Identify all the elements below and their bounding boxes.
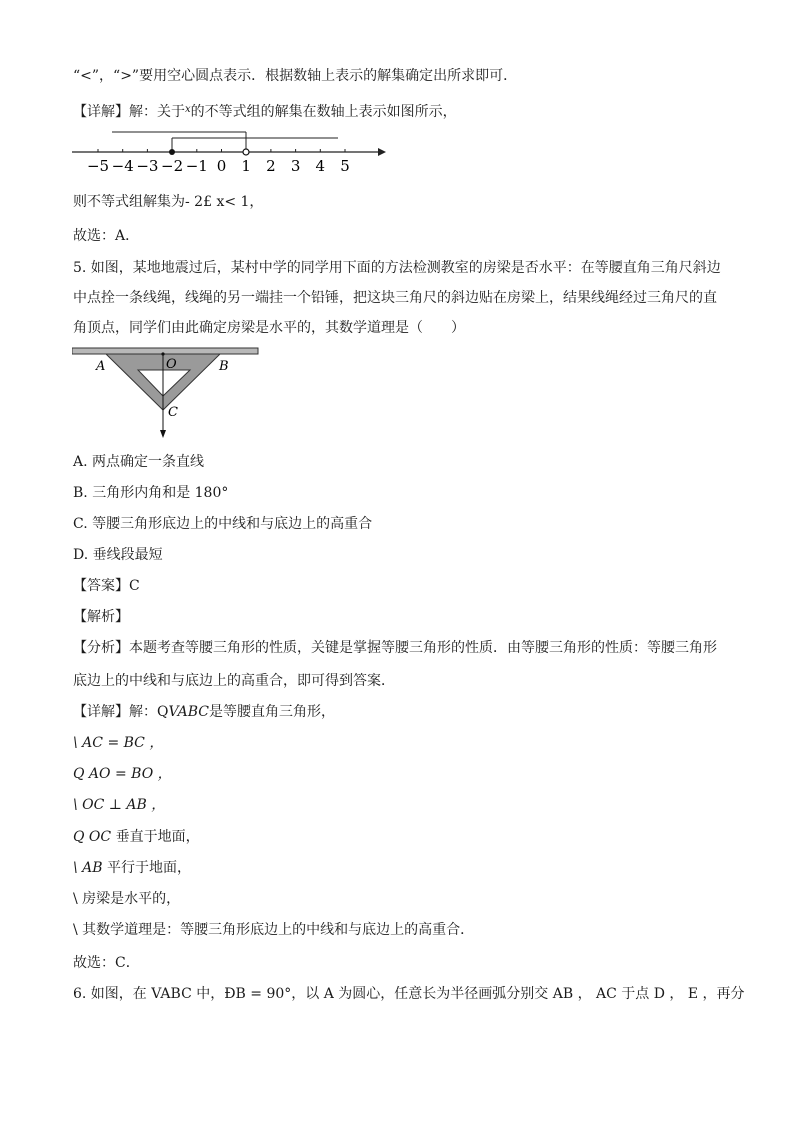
- option-b: B. 三角形内角和是 180°: [73, 485, 229, 501]
- detail-prefix: 【详解】解：关于: [73, 104, 185, 120]
- choice-line-2: 故选：C．: [73, 955, 140, 971]
- label-o: O: [166, 357, 177, 372]
- step-ao-bo: Q AO = BO ，: [73, 766, 172, 782]
- label-a: A: [96, 359, 106, 374]
- choice-line-1: 故选：A．: [73, 228, 140, 244]
- step-oc-vertical: [73, 827, 200, 847]
- step-ab-parallel-text: 平行于地面，: [102, 860, 192, 876]
- tick-label: 5: [340, 157, 350, 175]
- solution-set-line: 则不等式组解集为- 2£ x< 1，: [73, 194, 264, 210]
- tick-label: 2: [266, 157, 276, 175]
- axis-arrow: [378, 148, 386, 156]
- detail-solution-line: [73, 702, 335, 722]
- hollow-point: [243, 149, 249, 155]
- tick-label: −2: [161, 157, 184, 175]
- point-o-dot: [161, 352, 164, 355]
- tick-label: 3: [290, 157, 301, 175]
- tick-label: 4: [315, 157, 326, 175]
- tick-group: [87, 149, 350, 175]
- label-b: B: [219, 359, 229, 374]
- detail-suffix: 的不等式组的解集在数轴上表示如图所示，: [190, 104, 457, 120]
- tick-label: 0: [216, 157, 227, 175]
- tick-label: −1: [185, 157, 208, 175]
- step-ab-parallel: [73, 858, 191, 878]
- option-d: D. 垂线段最短: [73, 547, 163, 563]
- analysis-label: 【解析】: [73, 609, 129, 625]
- question-6-line-1: 6. 如图，在 VABC 中，ÐB = 90°，以 A 为圆心，任意长为半径画弧分别交 AB ， AC 于点 D ， E ，再分: [73, 986, 745, 1002]
- tick-label: −4: [111, 157, 134, 175]
- question-5-line-1: 5. 如图，某地地震过后，某村中学的同学用下面的方法检测教室的房梁是否水平：在等腰直角三角尺斜边: [73, 260, 721, 276]
- plumb-arrow: [160, 430, 166, 438]
- detail-line: [73, 100, 457, 122]
- option-c: C. 等腰三角形底边上的中线和与底边上的高重合: [73, 516, 373, 532]
- question-5-line-2: 中点拴一条线绳，线绳的另一端挂一个铅锤，把这块三角尺的斜边贴在房梁上，结果线绳经过三角尺的直: [73, 290, 717, 306]
- solid-point: [169, 149, 175, 155]
- detail-solution-suffix: 是等腰直角三角形，: [209, 704, 336, 720]
- step-conclusion: \ 其数学道理是：等腰三角形底边上的中线和与底边上的高重合．: [73, 922, 475, 938]
- label-c: C: [168, 405, 178, 420]
- analysis-line-2: 底边上的中线和与底边上的高重合，即可得到答案．: [73, 673, 395, 689]
- text-line-1: “<”，“>”要用空心圆点表示．根据数轴上表示的解集确定出所求即可．: [73, 68, 518, 84]
- step-oc-vertical-text: 垂直于地面，: [111, 829, 200, 845]
- answer-label: 【答案】C: [73, 578, 140, 594]
- detail-solution-prefix: 【详解】解：Q: [73, 704, 169, 720]
- step-oc-vertical-math: Q OC: [73, 829, 112, 845]
- triangle-abc: VABC: [168, 704, 210, 720]
- beam: [72, 348, 258, 354]
- analysis-line-1: 【分析】本题考查等腰三角形的性质，关键是掌握等腰三角形的性质．由等腰三角形的性质：等腰三角形: [73, 640, 717, 656]
- step-beam-level: \ 房梁是水平的，: [73, 891, 181, 907]
- option-a: A. 两点确定一条直线: [73, 454, 205, 470]
- variable-x: x: [185, 104, 191, 115]
- question-5-line-3: 角顶点，同学们由此确定房梁是水平的，其数学道理是（ ）: [73, 320, 465, 336]
- tick-label: 1: [241, 157, 251, 175]
- step-oc-perp-ab: \ OC ⊥ AB ，: [73, 797, 166, 813]
- tick-label: −5: [86, 157, 110, 175]
- triangle-ruler-figure: [72, 344, 262, 440]
- step-ab-parallel-math: \ AB: [73, 860, 103, 876]
- tick-label: −3: [136, 157, 159, 175]
- step-ac-bc: \ AC = BC ，: [73, 735, 164, 751]
- number-line-figure: [68, 124, 398, 178]
